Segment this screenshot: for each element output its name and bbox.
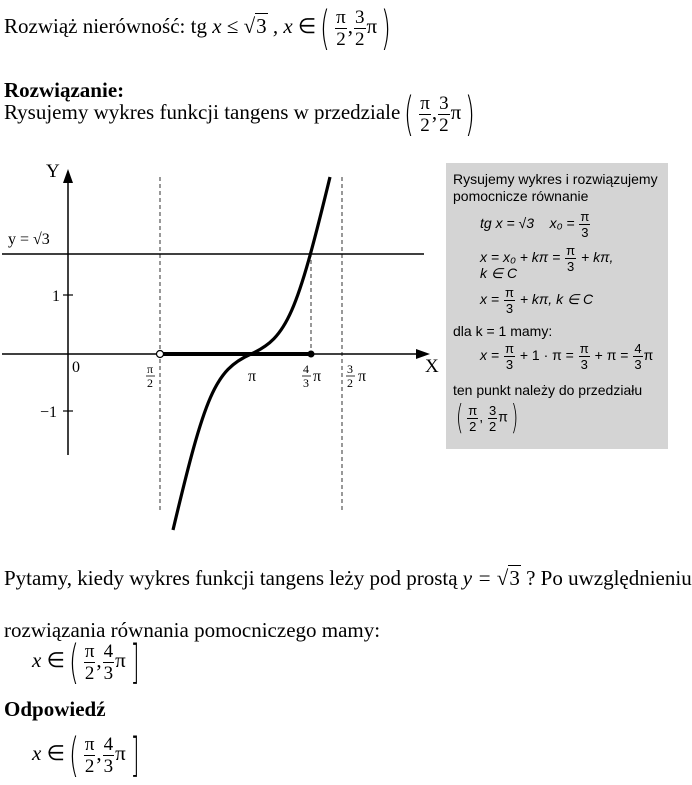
aside-line1: Rysujemy wykres i rozwiązujemy: [453, 171, 658, 187]
aside-right-paren: ): [510, 398, 519, 438]
task-in: ∈: [297, 13, 317, 38]
answer-pi: π: [115, 740, 126, 765]
y-axis-label: Y: [46, 161, 60, 182]
solution-frac1: $\frac{\pi}{2}$: [420, 92, 430, 136]
aside-eq4-mid1: + 1 · π =: [519, 347, 574, 364]
question-line1: [4, 566, 692, 590]
line-label: y = √3: [8, 231, 50, 248]
four-thirds-num: 4: [303, 362, 309, 376]
question-y-eq: y =: [462, 566, 492, 590]
aside-belongs: ten punkt należy do przedziału: [453, 382, 643, 398]
aside-eq1-left: tg x = √3: [480, 215, 534, 232]
result-frac2: $\frac{4}{3}$: [103, 640, 114, 684]
aside-eq4: [480, 341, 653, 372]
task-right-paren: ): [381, 1, 392, 55]
aside-line2: pomocnicze równanie: [453, 188, 589, 204]
solution-pi: π: [450, 99, 462, 124]
aside-eq3-frac: $\frac{\pi}{3}$: [504, 285, 514, 316]
task-frac2: $\frac{3}{2}$: [355, 6, 365, 50]
aside-k-in-c: k ∈ C: [480, 265, 518, 281]
tick-label-minus1: −1: [40, 404, 58, 421]
aside-eq4-left: x =: [480, 347, 500, 364]
solution-left-paren: (: [404, 87, 415, 141]
task-leq: ≤: [226, 13, 239, 38]
result-pi: π: [115, 647, 126, 672]
result-interval: x ∈( $\frac{\pi}{2}$ , $\frac{4}{3}$ π]: [32, 635, 140, 689]
three-halves-pi: π: [358, 368, 367, 385]
answer-frac2: $\frac{4}{3}$: [103, 733, 114, 777]
aside-eq4-frac3: $\frac{4}{3}$: [634, 341, 642, 372]
aside-eq2-frac: $\frac{\pi}{3}$: [566, 243, 576, 274]
aside-eq1: [480, 209, 591, 240]
solution-line1: Rysujemy wykres funkcji tangens w przedziale( $\frac{\pi}{2}$ , $\frac{3}{2}$ π): [4, 87, 476, 141]
pi-half-den: 2: [147, 376, 153, 390]
aside-eq3: [480, 285, 593, 316]
three-halves-num: 3: [347, 362, 353, 376]
question-text: Pytamy, kiedy wykres funkcji tangens leży pod prostą: [4, 566, 458, 590]
solution-frac2: $\frac{3}{2}$: [439, 92, 449, 136]
aside-eq3-left: x =: [480, 291, 500, 308]
answer-heading: Odpowiedź: [4, 697, 106, 721]
aside-int-frac1: $\frac{\pi}{2}$: [468, 402, 478, 434]
aside-eq1-frac: $\frac{\pi}{3}$: [580, 209, 590, 240]
task-statement: Rozwiąż nierówność: tg x ≤ √3 , x ∈( $\frac{\pi}{2}$ , $\frac{3}{2}$ π): [4, 1, 392, 55]
answer-frac1: $\frac{\pi}{2}$: [84, 733, 95, 777]
aside-eq4-pi: π: [643, 347, 654, 364]
aside-eq1-x0: x₀ =: [549, 215, 575, 232]
aside-interval: ( $\frac{\pi}{2}$ , $\frac{3}{2}$ π): [455, 398, 519, 438]
task-prefix: Rozwiąż nierówność: tg: [4, 13, 207, 38]
origin-label: 0: [72, 359, 80, 376]
result-in: ∈: [46, 647, 65, 672]
auxiliary-equation-box: [446, 163, 668, 449]
y-axis-arrow: [63, 169, 73, 183]
aside-eq4-mid2: + π =: [594, 347, 629, 364]
result-left-paren: (: [68, 635, 79, 689]
task-comma-x: , x: [272, 13, 293, 38]
result-x: x: [32, 647, 42, 672]
question-sqrt: √3: [496, 566, 520, 590]
four-thirds-pi: π: [313, 368, 322, 385]
aside-eq4-frac1: $\frac{\pi}{3}$: [504, 341, 514, 372]
aside-eq4-frac2: $\frac{\pi}{3}$: [579, 341, 589, 372]
closed-point-four-thirds-pi: [308, 351, 315, 358]
three-halves-den: 2: [347, 376, 353, 390]
task-pi: π: [366, 13, 378, 38]
aside-left-paren: (: [455, 398, 464, 438]
tangent-graph: [0, 155, 446, 535]
aside-eq3-right: + kπ, k ∈ C: [519, 291, 594, 308]
answer-interval: x ∈( $\frac{\pi}{2}$ , $\frac{4}{3}$ π]: [32, 728, 140, 782]
answer-right-bracket: ]: [130, 728, 140, 782]
answer-left-paren: (: [68, 728, 79, 782]
tick-label-1: 1: [52, 288, 60, 305]
task-left-paren: (: [320, 1, 331, 55]
four-thirds-den: 3: [303, 376, 309, 390]
aside-eq2-left: x = x₀ + kπ =: [480, 249, 561, 266]
result-frac1: $\frac{\pi}{2}$: [84, 640, 95, 684]
task-frac1: $\frac{\pi}{2}$: [336, 6, 346, 50]
aside-int-frac2: $\frac{3}{2}$: [489, 402, 497, 434]
open-point-pi-half: [157, 351, 164, 358]
aside-int-pi: π: [498, 408, 508, 425]
aside-k1: dla k = 1 mamy:: [453, 323, 553, 339]
pi-half-num: π: [147, 362, 154, 376]
answer-x: x: [32, 740, 42, 765]
solution-heading: Rozwiązanie:: [4, 78, 125, 102]
task-sqrt: √3: [243, 13, 267, 38]
solution-right-paren: ): [465, 87, 476, 141]
aside-eq2-right: + kπ,: [581, 249, 614, 266]
x-axis-label: X: [425, 356, 439, 377]
answer-in: ∈: [46, 740, 65, 765]
result-right-bracket: ]: [130, 635, 140, 689]
task-var-x: x: [212, 13, 222, 38]
question-end: ? Po uwzględnieniu: [526, 566, 692, 590]
solution-text: Rysujemy wykres funkcji tangens w przedziale: [4, 99, 401, 124]
pi-label: π: [248, 368, 257, 385]
question-line2: rozwiązania równania pomocniczego mamy:: [4, 618, 381, 642]
